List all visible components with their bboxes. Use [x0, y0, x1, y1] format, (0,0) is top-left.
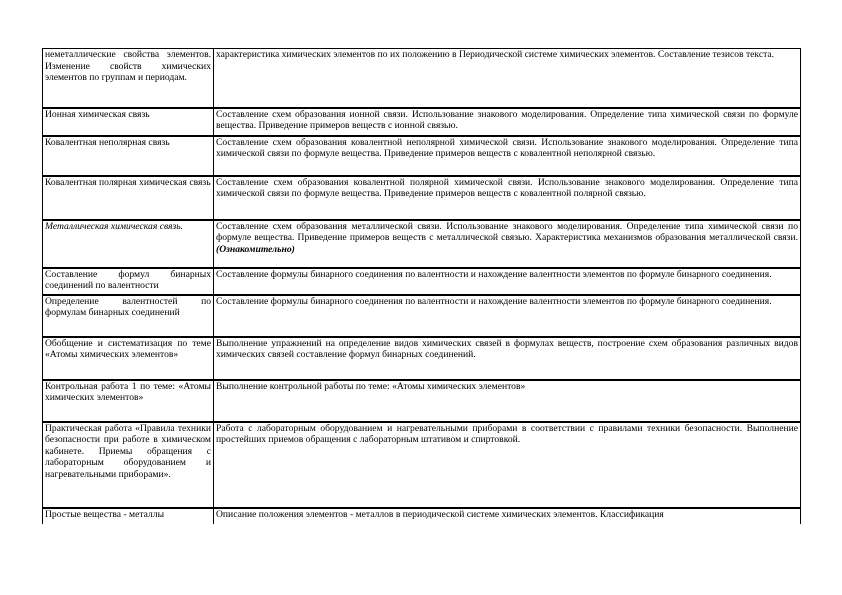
activity-cell: характеристика химических элементов по их положению в Периодической системе химических элементов. Составление тезисов текста. [214, 49, 801, 108]
table-row [43, 49, 801, 108]
activity-cell: Выполнение контрольной работы по теме: «Атомы химических элементов» [214, 380, 801, 422]
topic-cell: Определение валентностей по формулам бинарных соединений [43, 295, 214, 337]
activity-cell: Составление схем образования ионной связи. Использование знакового моделирования. Определение типа химической связи по формуле вещества. Приведение примеров веществ с ионной связью. [214, 108, 801, 136]
table-row [43, 422, 801, 508]
activity-text: Составление схем образования металлической связи. Использование знакового моделирования. Определение типа химической связи по формуле вещества. Приведение примеров веществ с металлической связью. Характеристика механизмов образования металлической связи. [216, 220, 798, 244]
activity-cell [214, 220, 801, 268]
table-row [43, 268, 801, 295]
topic-cell: Металлическая химическая связь. [43, 220, 214, 268]
curriculum-table [42, 48, 801, 524]
activity-cell: Описание положения элементов - металлов в периодической системе химических элементов. Классификация [214, 508, 801, 524]
topic-cell: неметаллические свойства элементов. Изменение свойств химических элементов по группам и периодам. [43, 49, 214, 108]
topic-cell: Составление формул бинарных соединений по валентности [43, 268, 214, 295]
document-page [42, 48, 800, 524]
table-row [43, 220, 801, 268]
topic-cell: Ковалентная полярная химическая связь [43, 176, 214, 220]
activity-cell: Выполнение упражнений на определение видов химических связей в формулах веществ, построение схем образования различных видов химических связей составление формул бинарных соединений. [214, 337, 801, 380]
table-row [43, 380, 801, 422]
activity-cell: Составление схем образования ковалентной полярной химической связи. Использование знакового моделирования. Определение типа химической связи по формуле вещества. Приведение примеров веществ с ковалентной полярной связью. [214, 176, 801, 220]
activity-cell: Составление формулы бинарного соединения по валентности и нахождение валентности элементов по формуле бинарного соединения. [214, 268, 801, 295]
activity-cell: Составление формулы бинарного соединения по валентности и нахождение валентности элементов по формуле бинарного соединения. [214, 295, 801, 337]
table-row [43, 295, 801, 337]
table-row [43, 176, 801, 220]
activity-note: (Ознакомительно) [216, 243, 295, 255]
table-row [43, 108, 801, 136]
topic-cell: Простые вещества - металлы [43, 508, 214, 524]
table-row [43, 337, 801, 380]
table-row [43, 136, 801, 176]
topic-cell: Ковалентная неполярная связь [43, 136, 214, 176]
topic-cell: Контрольная работа 1 по теме: «Атомы химических элементов» [43, 380, 214, 422]
topic-cell: Обобщение и систематизация по теме «Атомы химических элементов» [43, 337, 214, 380]
activity-cell: Работа с лабораторным оборудованием и нагревательными приборами в соответствии с правилами техники безопасности. Выполнение простейших приемов обращения с лабораторным штативом и спиртовкой. [214, 422, 801, 508]
activity-cell: Составление схем образования ковалентной неполярной химической связи. Использование знакового моделирования. Определение типа химической связи по формуле вещества. Приведение примеров веществ с ковалентной неполярной связью. [214, 136, 801, 176]
topic-cell: Практическая работа «Правила техники безопасности при работе в химическом кабинете. Приемы обращения с лабораторным оборудованием и нагревательными приборами». [43, 422, 214, 508]
topic-cell: Ионная химическая связь [43, 108, 214, 136]
table-row [43, 508, 801, 524]
